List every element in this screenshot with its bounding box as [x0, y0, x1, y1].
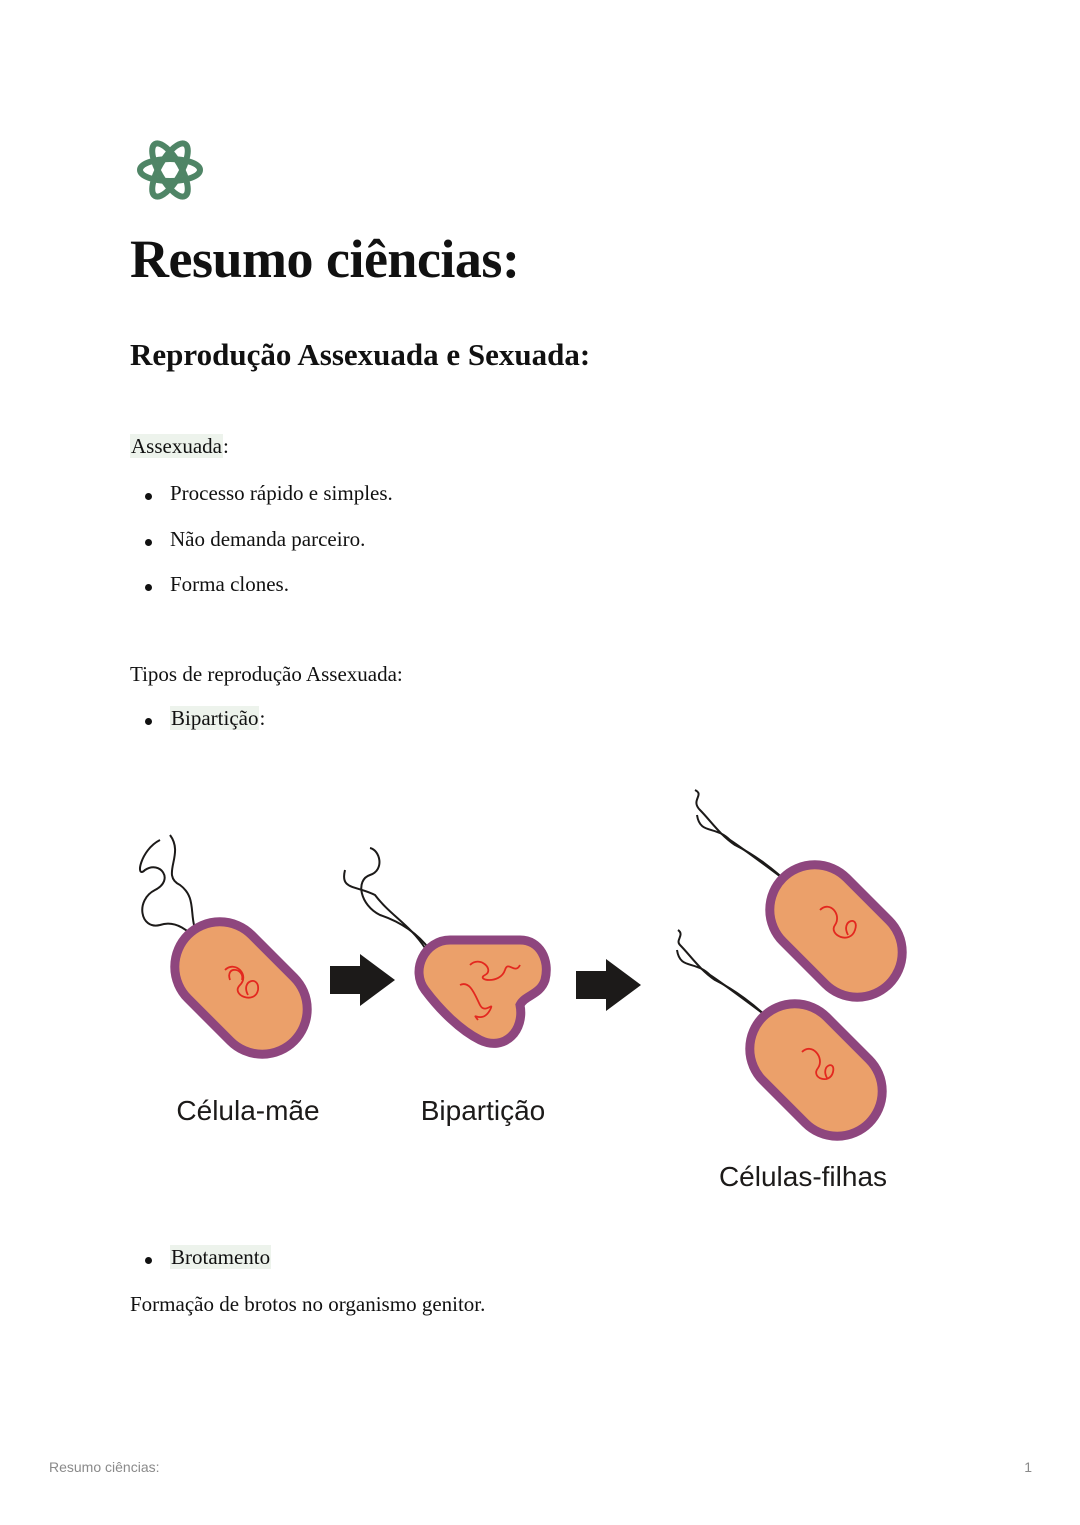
budding-description: Formação de brotos no organismo genitor.: [130, 1292, 486, 1316]
arrow-icon: [330, 954, 395, 1006]
list-item: Forma clones.: [130, 572, 393, 617]
page-title: Resumo ciências:: [130, 229, 520, 289]
bipartition-diagram: [130, 780, 910, 1200]
types-heading: Tipos de reprodução Assexuada:: [130, 662, 403, 686]
list-item-bipartition: Bipartição:: [130, 706, 265, 731]
daughter-cell-top: [695, 790, 910, 1016]
page-number: 1: [1024, 1459, 1032, 1475]
arrow-icon: [576, 959, 641, 1011]
asexual-heading-label: Assexuada: [131, 434, 222, 458]
atom-icon: [136, 135, 204, 205]
list-item: Não demanda parceiro.: [130, 527, 393, 572]
footer-title: Resumo ciências:: [49, 1459, 160, 1475]
bipartition-list: [130, 706, 265, 731]
budding-list: [130, 1245, 271, 1270]
list-item: Processo rápido e simples.: [130, 481, 393, 527]
mother-cell: [140, 835, 326, 1073]
label-bipartition: Bipartição: [420, 1095, 546, 1126]
list-item-budding: Brotamento: [130, 1245, 271, 1270]
dividing-cell: [344, 848, 546, 1043]
asexual-heading: Assexuada:: [131, 434, 229, 458]
asexual-list: [130, 481, 393, 617]
section-heading: Reprodução Assexuada e Sexuada:: [130, 337, 591, 372]
label-daughter-cells: Células-filhas: [718, 1161, 888, 1192]
label-mother-cell: Célula-mãe: [176, 1095, 320, 1126]
